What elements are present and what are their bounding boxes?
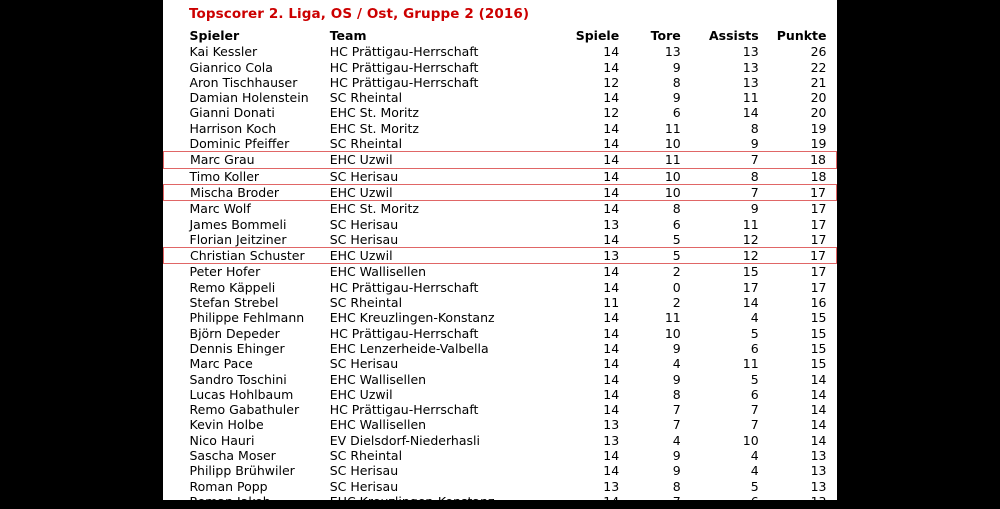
cell-team: EHC St. Moritz	[329, 120, 419, 136]
table-row	[164, 387, 837, 402]
cell-team: SC Rheintal	[329, 448, 403, 464]
cell-team: HC Prättigau-Herrschaft	[329, 74, 479, 90]
cell-spiele: 14	[603, 493, 620, 509]
table-row	[164, 356, 837, 371]
cell-team: EHC Uzwil	[330, 152, 545, 168]
cell-player: Dennis Ehinger	[189, 340, 285, 356]
cell-tore: 4	[672, 356, 681, 372]
cell-spiele: 14	[603, 325, 620, 341]
table-row	[164, 463, 837, 478]
column-header-assists: Assists	[709, 28, 759, 43]
table-row	[164, 121, 837, 136]
cell-spiele: 14	[603, 136, 620, 152]
table-row	[164, 44, 837, 59]
cell-player: Björn Depeder	[189, 325, 280, 341]
cell-punkte: 18	[767, 152, 837, 168]
cell-assists: 11	[742, 216, 759, 232]
cell-team: HC Prättigau-Herrschaft	[329, 44, 479, 60]
cell-team: HC Prättigau-Herrschaft	[329, 402, 479, 418]
cell-tore: 5	[627, 248, 689, 264]
cell-tore: 9	[672, 340, 681, 356]
cell-assists: 9	[750, 201, 759, 217]
cell-assists: 4	[750, 448, 759, 464]
cell-spiele: 14	[603, 340, 620, 356]
cell-player: Gianrico Cola	[189, 59, 273, 75]
cell-assists: 15	[742, 264, 759, 280]
table-row	[164, 184, 837, 200]
cell-player: Harrison Koch	[189, 120, 277, 136]
cell-punkte: 26	[810, 44, 827, 60]
cell-tore: 2	[672, 295, 681, 311]
cell-team: SC Rheintal	[329, 295, 403, 311]
cell-assists: 12	[742, 231, 759, 247]
cell-tore: 10	[664, 168, 681, 184]
cell-assists: 7	[689, 152, 767, 168]
cell-tore: 9	[672, 90, 681, 106]
cell-spiele: 13	[603, 417, 620, 433]
column-header-team: Team	[329, 28, 367, 43]
table-row	[164, 310, 837, 325]
table-header	[164, 28, 837, 44]
table-row	[164, 479, 837, 494]
cell-player: Florian Jeitziner	[189, 231, 287, 247]
cell-assists: 8	[750, 168, 759, 184]
cell-assists: 5	[750, 325, 759, 341]
cell-assists: 10	[742, 432, 759, 448]
table-row	[164, 201, 837, 217]
cell-punkte: 13	[810, 493, 827, 509]
cell-team: SC Rheintal	[329, 136, 403, 152]
table-row	[164, 341, 837, 356]
cell-spiele: 12	[603, 74, 620, 90]
table-row	[164, 494, 837, 509]
cell-assists: 13	[742, 44, 759, 60]
cell-tore: 0	[672, 279, 681, 295]
cell-punkte: 15	[810, 325, 827, 341]
cell-tore: 2	[672, 264, 681, 280]
cell-punkte: 17	[767, 184, 837, 200]
table-row	[164, 295, 837, 310]
cell-spiele: 14	[603, 44, 620, 60]
cell-tore: 11	[627, 152, 689, 168]
cell-punkte: 21	[810, 74, 827, 90]
cell-tore: 13	[664, 44, 681, 60]
cell-player: Peter Hofer	[189, 264, 261, 280]
cell-tore: 5	[672, 231, 681, 247]
cell-punkte: 15	[810, 340, 827, 356]
cell-team: SC Herisau	[329, 463, 399, 479]
cell-assists: 4	[750, 310, 759, 326]
cell-spiele: 14	[603, 356, 620, 372]
cell-team: EHC Lenzerheide-Valbella	[329, 340, 489, 356]
cell-player: Kevin Holbe	[189, 417, 264, 433]
cell-team: SC Herisau	[329, 231, 399, 247]
cell-punkte: 20	[810, 90, 827, 106]
cell-assists: 14	[742, 105, 759, 121]
cell-spiele: 13	[603, 216, 620, 232]
cell-tore: 8	[672, 201, 681, 217]
cell-assists: 11	[742, 356, 759, 372]
table-row	[164, 372, 837, 387]
cell-punkte: 14	[810, 402, 827, 418]
column-header-spieler: Spieler	[189, 28, 240, 43]
cell-tore: 8	[672, 478, 681, 494]
cell-team: SC Herisau	[329, 168, 399, 184]
page-title: Topscorer 2. Liga, OS / Ost, Gruppe 2 (2016)	[189, 6, 530, 22]
cell-player: Kai Kessler	[189, 44, 258, 60]
cell-tore: 8	[672, 386, 681, 402]
cell-punkte: 14	[810, 371, 827, 387]
cell-team: EHC Uzwil	[330, 248, 545, 264]
cell-assists: 5	[750, 371, 759, 387]
cell-player: Philippe Fehlmann	[189, 310, 305, 326]
cell-punkte: 22	[810, 59, 827, 75]
cell-tore: 6	[672, 105, 681, 121]
cell-spiele: 14	[603, 120, 620, 136]
cell-tore: 11	[664, 120, 681, 136]
cell-player: Gianni Donati	[189, 105, 275, 121]
cell-assists: 5	[750, 478, 759, 494]
table-row	[164, 417, 837, 432]
cell-assists: 6	[750, 386, 759, 402]
cell-spiele: 14	[545, 152, 627, 168]
table-row	[164, 326, 837, 341]
cell-punkte: 19	[810, 120, 827, 136]
document-sheet	[163, 0, 837, 509]
cell-team: SC Rheintal	[329, 90, 403, 106]
cell-spiele: 11	[603, 295, 620, 311]
cell-team: EV Dielsdorf-Niederhasli	[329, 432, 480, 448]
cell-assists: 7	[689, 184, 767, 200]
cell-spiele: 14	[603, 201, 620, 217]
cell-tore: 4	[672, 432, 681, 448]
cell-punkte: 15	[810, 310, 827, 326]
cell-assists: 11	[742, 90, 759, 106]
cell-punkte: 17	[810, 279, 827, 295]
table-row	[164, 448, 837, 463]
table-row	[164, 264, 837, 280]
cell-spiele: 14	[603, 310, 620, 326]
cell-spiele: 14	[545, 184, 627, 200]
table-row	[164, 168, 837, 184]
table-row	[164, 232, 837, 248]
cell-spiele: 14	[603, 168, 620, 184]
cell-tore: 6	[672, 216, 681, 232]
cell-punkte: 17	[810, 201, 827, 217]
table-row	[164, 60, 837, 75]
cell-team: SC Herisau	[329, 356, 399, 372]
cell-assists: 4	[750, 463, 759, 479]
cell-punkte: 13	[810, 448, 827, 464]
cell-assists: 14	[742, 295, 759, 311]
table-row	[164, 152, 837, 168]
cell-punkte: 13	[810, 478, 827, 494]
cell-spiele: 14	[603, 402, 620, 418]
cell-punkte: 20	[810, 105, 827, 121]
cell-punkte: 17	[810, 216, 827, 232]
cell-player: Damian Holenstein	[189, 90, 309, 106]
cell-team: HC Prättigau-Herrschaft	[329, 59, 479, 75]
cell-player: Stefan Strebel	[189, 295, 279, 311]
cell-team: EHC Wallisellen	[329, 264, 427, 280]
cell-spiele: 12	[603, 105, 620, 121]
cell-punkte: 17	[767, 248, 837, 264]
cell-team: EHC St. Moritz	[329, 105, 419, 121]
cell-spiele: 13	[545, 248, 627, 264]
cell-player: Sandro Toschini	[189, 371, 287, 387]
cell-team: EHC Wallisellen	[329, 371, 427, 387]
cell-spiele: 14	[603, 371, 620, 387]
cell-punkte: 15	[810, 356, 827, 372]
cell-team: EHC St. Moritz	[329, 201, 419, 217]
cell-spiele: 13	[603, 432, 620, 448]
cell-team: SC Herisau	[329, 216, 399, 232]
table-row	[164, 136, 837, 152]
cell-punkte: 17	[810, 231, 827, 247]
table-header-row	[164, 28, 837, 44]
cell-team: EHC Wallisellen	[329, 417, 427, 433]
cell-punkte: 13	[810, 463, 827, 479]
cell-player: Christian Schuster	[164, 248, 330, 264]
table-row	[164, 433, 837, 448]
table-row	[164, 280, 837, 295]
cell-tore: 7	[672, 417, 681, 433]
cell-player: Timo Koller	[189, 168, 260, 184]
cell-tore: 8	[672, 74, 681, 90]
topscorer-table	[163, 28, 837, 509]
cell-player: Philipp Brühwiler	[189, 463, 295, 479]
cell-team: HC Prättigau-Herrschaft	[329, 325, 479, 341]
cell-assists: 8	[750, 120, 759, 136]
cell-assists: 7	[750, 417, 759, 433]
cell-punkte: 14	[810, 432, 827, 448]
cell-spiele: 14	[603, 279, 620, 295]
cell-punkte: 14	[810, 386, 827, 402]
cell-spiele: 14	[603, 448, 620, 464]
cell-player: James Bommeli	[189, 216, 287, 232]
table-row	[164, 217, 837, 232]
cell-tore: 7	[672, 493, 681, 509]
cell-tore: 10	[664, 325, 681, 341]
cell-spiele: 14	[603, 59, 620, 75]
cell-player: Remo Gabathuler	[189, 402, 300, 418]
cell-player: Marc Grau	[164, 152, 330, 168]
cell-tore: 7	[672, 402, 681, 418]
cell-player: Aron Tischhauser	[189, 74, 298, 90]
cell-assists: 6	[750, 493, 759, 509]
cell-assists: 7	[750, 402, 759, 418]
cell-assists: 13	[742, 74, 759, 90]
cell-tore: 10	[627, 184, 689, 200]
cell-team: EHC Uzwil	[330, 184, 545, 200]
cell-player: Roman Jakob	[189, 493, 271, 509]
cell-team: EHC Kreuzlingen-Konstanz	[329, 493, 495, 509]
table-row	[164, 248, 837, 264]
cell-punkte: 19	[810, 136, 827, 152]
cell-player: Lucas Hohlbaum	[189, 386, 294, 402]
column-header-tore: Tore	[650, 28, 681, 43]
cell-team: HC Prättigau-Herrschaft	[329, 279, 479, 295]
cell-player: Mischa Broder	[164, 184, 330, 200]
cell-spiele: 14	[603, 463, 620, 479]
cell-punkte: 14	[810, 417, 827, 433]
cell-player: Roman Popp	[189, 478, 268, 494]
cell-player: Remo Käppeli	[189, 279, 276, 295]
cell-player: Nico Hauri	[189, 432, 255, 448]
cell-punkte: 16	[810, 295, 827, 311]
table-row	[164, 90, 837, 105]
cell-assists: 12	[689, 248, 767, 264]
cell-tore: 9	[672, 59, 681, 75]
cell-punkte: 17	[810, 264, 827, 280]
cell-tore: 9	[672, 371, 681, 387]
cell-player: Dominic Pfeiffer	[189, 136, 290, 152]
table-row	[164, 402, 837, 417]
cell-assists: 9	[750, 136, 759, 152]
cell-player: Sascha Moser	[189, 448, 276, 464]
column-header-spiele: Spiele	[575, 28, 620, 43]
cell-assists: 6	[750, 340, 759, 356]
table-row	[164, 105, 837, 120]
cell-team: EHC Kreuzlingen-Konstanz	[329, 310, 495, 326]
cell-player: Marc Wolf	[189, 201, 251, 217]
cell-assists: 13	[742, 59, 759, 75]
column-header-punkte: Punkte	[776, 28, 827, 43]
cell-spiele: 14	[603, 386, 620, 402]
cell-spiele: 14	[603, 231, 620, 247]
cell-tore: 11	[664, 310, 681, 326]
cell-spiele: 14	[603, 90, 620, 106]
cell-team: EHC Uzwil	[329, 386, 393, 402]
cell-punkte: 18	[810, 168, 827, 184]
cell-team: SC Herisau	[329, 478, 399, 494]
cell-tore: 9	[672, 448, 681, 464]
cell-spiele: 13	[603, 478, 620, 494]
table-row	[164, 75, 837, 90]
cell-assists: 17	[742, 279, 759, 295]
cell-player: Marc Pace	[189, 356, 253, 372]
cell-spiele: 14	[603, 264, 620, 280]
cell-tore: 9	[672, 463, 681, 479]
table-body	[164, 44, 837, 509]
cell-tore: 10	[664, 136, 681, 152]
